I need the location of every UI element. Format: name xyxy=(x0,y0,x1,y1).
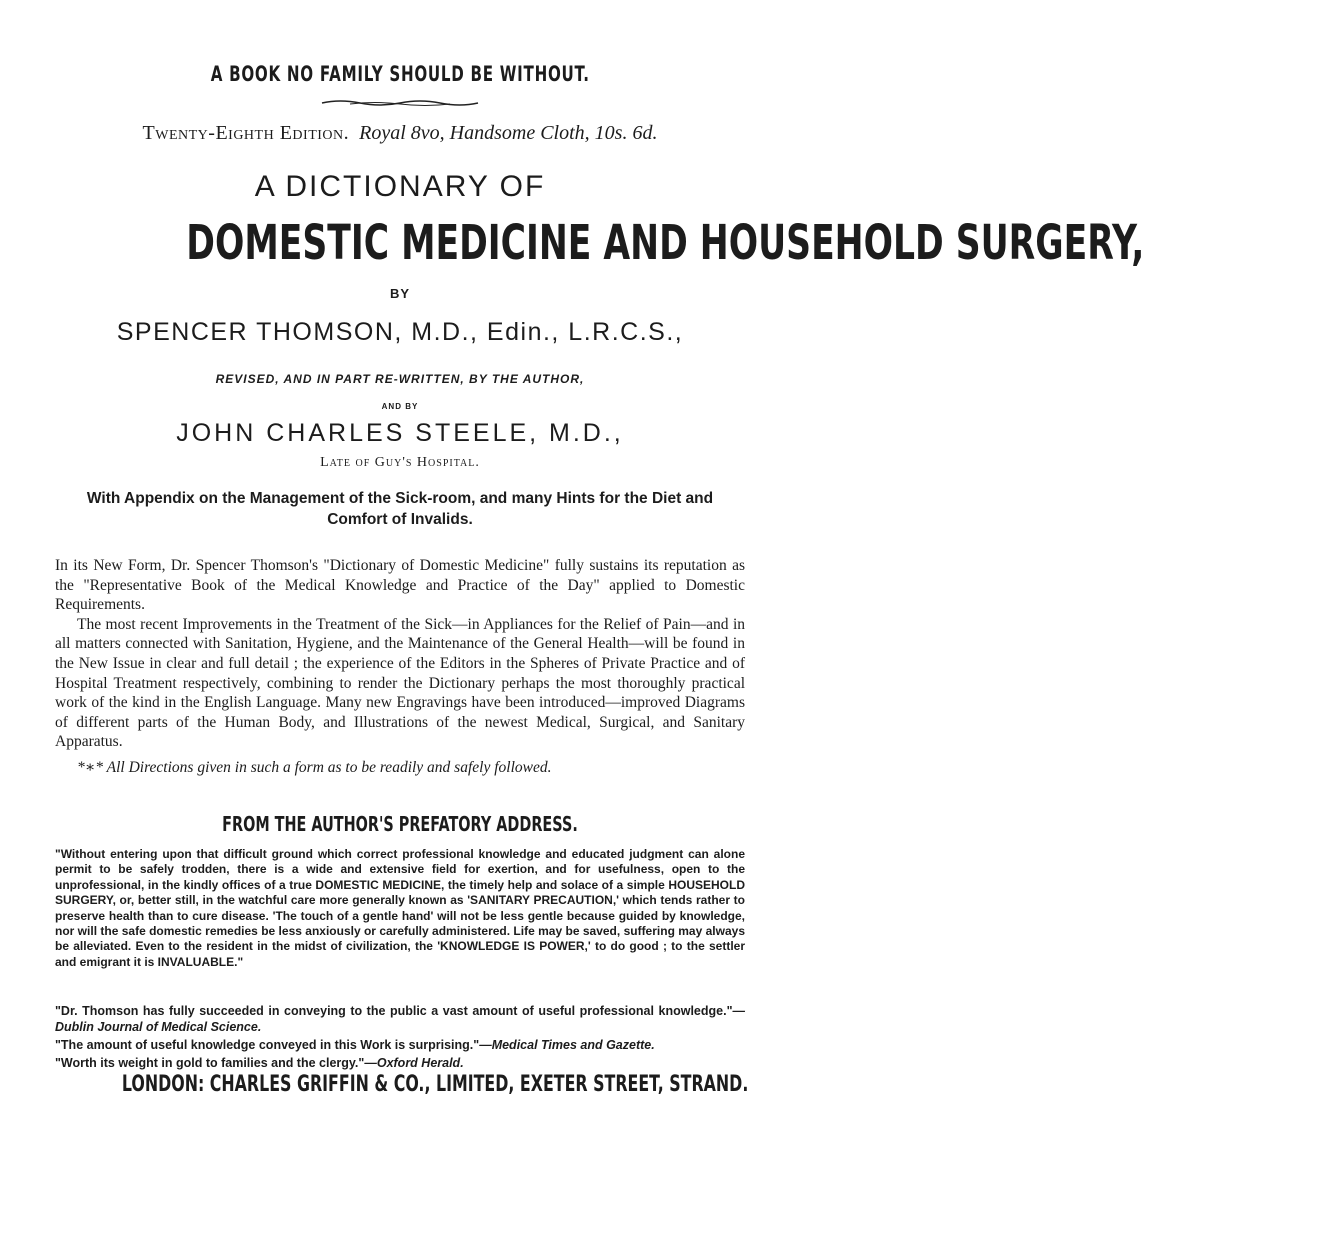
review-source: —Medical Times and Gazette. xyxy=(479,1038,655,1052)
by-label: BY xyxy=(389,286,411,301)
review-source: —Dublin Journal of Medical Science. xyxy=(55,1004,745,1034)
description-body xyxy=(55,556,745,778)
revision-note: REVISED, AND IN PART RE-WRITTEN, BY THE AUTHOR, xyxy=(215,372,585,386)
edition-line: Twenty-Eighth Edition. Royal 8vo, Handsome Cloth, 10s. 6d. xyxy=(142,122,658,144)
edition-details: Royal 8vo, Handsome Cloth, 10s. 6d. xyxy=(359,122,658,144)
preface-heading: FROM THE AUTHOR'S PREFATORY ADDRESS. xyxy=(222,812,578,836)
review-item: "Worth its weight in gold to families and the clergy."—Oxford Herald. xyxy=(55,1056,464,1070)
review-item: "Dr. Thomson has fully succeeded in conveying to the public a vast amount of useful professional knowledge."—Dublin Journal of Medical Science. xyxy=(55,1004,745,1034)
description-paragraph-2: The most recent Improvements in the Treatment of the Sick—in Appliances for the Relief of Pain—and in all matters connected with Sanitation, Hygiene, and the Maintenance of the General Health—will be found in the New Issue in clear and full detail ; the experience of the Editors in the Spheres of Private Practice and of Hospital Treatment respectively, combining to render the Dictionary perhaps the most thoroughly practical work of the kind in the English Language. Many new Engravings have been introduced—improved Diagrams of different parts of the Human Body, and Illustrations of the newest Medical, Surgical, and Sanitary Apparatus. xyxy=(55,615,745,751)
review-item: "The amount of useful knowledge conveyed in this Work is surprising."—Medical Times and Gazette. xyxy=(55,1038,655,1052)
publisher-imprint: LONDON: CHARLES GRIFFIN & CO., LIMITED, EXETER STREET, STRAND. xyxy=(121,1072,749,1097)
title-line-1: A DICTIONARY OF xyxy=(254,170,546,203)
preface-quote: "Without entering upon that difficult ground which correct professional knowledge and educated judgment can alone permit to be safely trodden, there is a wide and extensive field for exertion, and for usefulness, open to the unprofessional, in the kindly offices of a true DOMESTIC MEDICINE, the timely help and solace of a simple HOUSEHOLD SURGERY, or, better still, in the watchful care more generally known as 'SANITARY PRECAUTION,' which tends rather to preserve health than to cure disease. 'The touch of a gentle hand' will not be less gentle because guided by knowledge, nor will the safe domestic remedies be less anxiously or carefully administered. Life may be saved, suffering may always be alleviated. Even to the resident in the midst of civilization, the 'KNOWLEDGE IS POWER,' to do good ; to the settler and emigrant it is INVALUABLE." xyxy=(55,847,745,969)
directions-note: *∗* All Directions given in such a form as to be readily and safely followed. xyxy=(77,758,552,776)
banner-headline: A BOOK NO FAMILY SHOULD BE WITHOUT. xyxy=(210,62,590,86)
review-source: —Oxford Herald. xyxy=(364,1056,464,1070)
main-title: DOMESTIC MEDICINE AND HOUSEHOLD SURGERY, xyxy=(186,215,1145,271)
and-by-label: AND BY xyxy=(381,402,419,411)
decorative-flourish xyxy=(320,98,480,108)
appendix-note: With Appendix on the Management of the Sick-room, and many Hints for the Diet and Comfort of Invalids. xyxy=(86,490,714,528)
author-spencer-thomson: SPENCER THOMSON, M.D., Edin., L.R.C.S., xyxy=(116,318,684,346)
reviews-list xyxy=(55,1003,745,1071)
author-affiliation: Late of Guy's Hospital. xyxy=(320,455,480,470)
description-paragraph-1: In its New Form, Dr. Spencer Thomson's "Dictionary of Domestic Medicine" fully sustains its reputation as the "Representative Book of the Medical Knowledge and Practice of the Day" applied to Domestic Requirements. xyxy=(55,557,745,614)
author-john-charles-steele: JOHN CHARLES STEELE, M.D., xyxy=(176,419,624,447)
